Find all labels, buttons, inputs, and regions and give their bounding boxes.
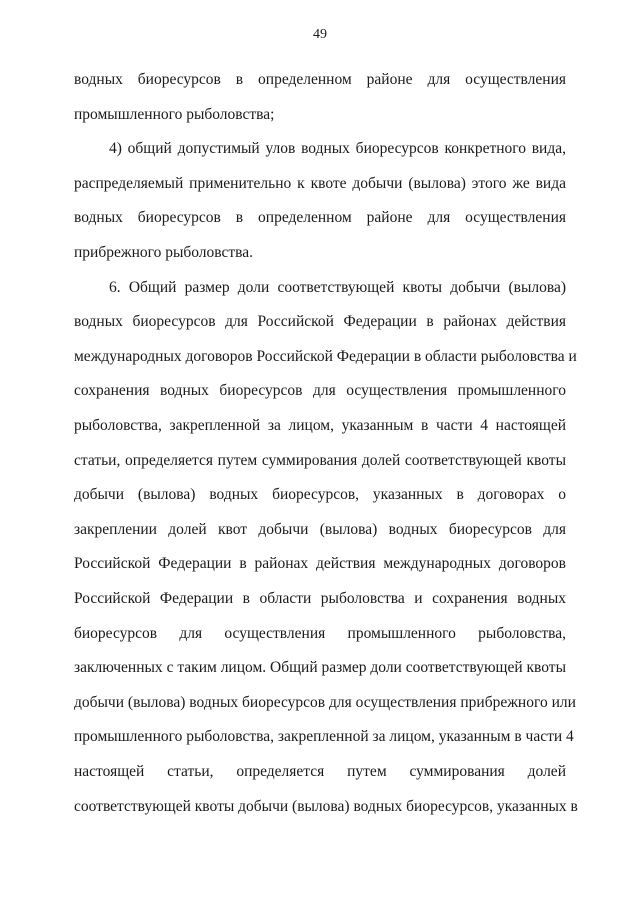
text-line: промышленного рыболовства; [74,105,275,123]
text-line: промышленного рыболовства, закрепленной за лицом, указанным в части 4 [74,728,574,746]
text-line: добычи (вылова) водных биоресурсов, указанных в договорах о [74,486,566,504]
text-line: водных биоресурсов в определенном районе для осуществления [74,209,566,227]
text-line: статьи, определяется путем суммирования долей соответствующей квоты [74,451,566,469]
text-line: прибрежного рыболовства. [74,244,254,261]
text-line: водных биоресурсов в определенном районе для осуществления [74,71,566,88]
text-line: распределяемый применительно к квоте добычи (вылова) этого же вида [74,174,566,192]
text-line: рыболовства, закрепленной за лицом, указанным в части 4 настоящей [74,417,566,434]
text-line: Российской Федерации в районах действия международных договоров [74,555,566,573]
text-line: настоящей статьи, определяется путем суммирования долей [74,763,566,780]
text-line: закреплении долей квот добычи (вылова) водных биоресурсов для [74,520,566,538]
text-line: Российской Федерации в области рыболовства и сохранения водных [74,590,566,607]
text-line: международных договоров Российской Федерации в области рыболовства и [74,347,577,365]
text-line: биоресурсов для осуществления промышленного рыболовства, [74,624,566,642]
text-line: заключенных с таким лицом. Общий размер доли соответствующей квоты [74,659,566,677]
paragraph-first-line: 4) общий допустимый улов водных биоресурсов конкретного вида, [109,140,566,158]
paragraph-first-line: 6. Общий размер доли соответствующей квоты добычи (вылова) [109,278,566,296]
text-line: водных биоресурсов для Российской Федерации в районах действия [74,313,566,331]
text-line: добычи (вылова) водных биоресурсов для осуществления прибрежного или [74,693,576,711]
text-line: соответствующей квоты добычи (вылова) водных биоресурсов, указанных в [74,797,578,815]
page-number: 49 [313,27,327,42]
text-line: сохранения водных биоресурсов для осуществления промышленного [74,382,566,400]
